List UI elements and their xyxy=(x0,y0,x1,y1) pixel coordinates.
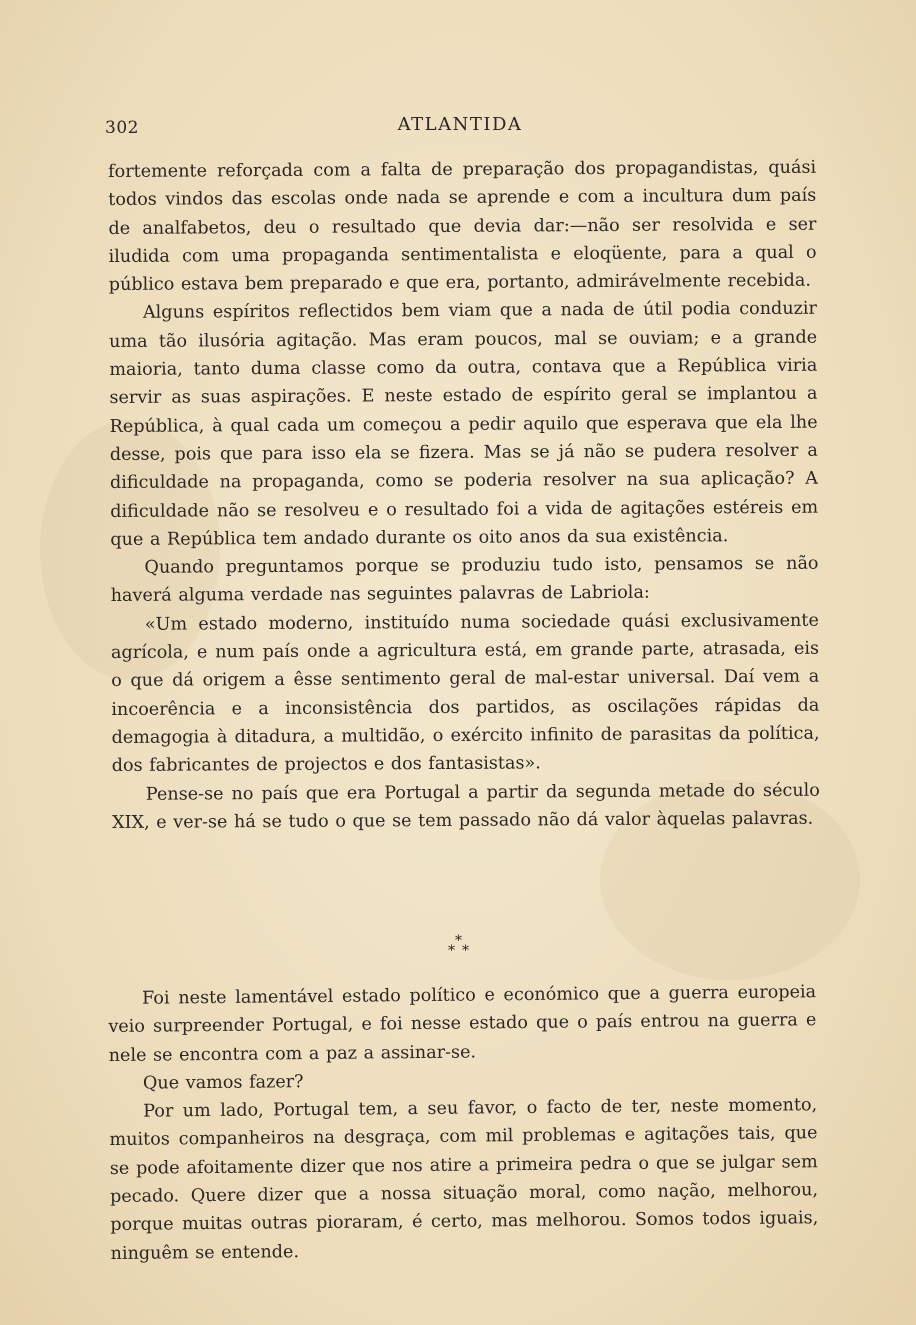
paragraph: Por um lado, Portugal tem, a seu favor, o facto de ter, neste momento, muitos companheiros na desgraça, com mil problemas e agitações tais, que se pode afoitamente dizer que nos atire a primeira pedra o que se julgar sem pecado. Quere dizer que a nossa situação moral, como nação, melhorou, porque muitas outras pioraram, é certo, mas melhorou. Somos todos iguais, ninguêm se entende. xyxy=(109,1095,819,1264)
body-text-bottom xyxy=(108,978,819,1268)
paragraph: Alguns espíritos reflectidos bem viam que a nada de útil podia conduzir uma tão ilusória agitação. Mas eram poucos, mal se ouviam; e a grande maioria, tanto duma classe como da outra, contava que a República viria servir as suas aspirações. E neste estado de espírito geral se implantou a República, à qual cada um começou a pedir aquilo que esperava que ela lhe desse, pois que para isso ela se fizera. Mas se já não se pudera resolver a dificuldade na propaganda, como se poderia resolver na sua aplicação? A dificuldade não se resolveu e o resultado foi a vida de agitações estéreis em que a República tem andado durante os oito anos da sua existência. xyxy=(109,299,819,550)
page-number: 302 xyxy=(105,118,139,138)
paragraph: «Um estado moderno, instituído numa sociedade quási exclusivamente agrícola, e num país onde a agricultura está, em grande parte, atrasada, eis o que dá origem a êsse sentimento geral de mal-estar universal. Daí vem a incoerência e a inconsistência dos partidos, as oscilações rápidas da demagogia à ditadura, a multidão, o exército infinito de parasitas da política, dos fabricantes de projectos e dos fantasistas». xyxy=(110,610,820,777)
paragraph: Que vamos fazer? xyxy=(142,1072,304,1094)
paragraph: fortemente reforçada com a falta de preparação dos propagandistas, quási todos vindos das escolas onde nada se aprende e com a incultura dum país de analfabetos, deu o resultado que devia dar:—não ser resolvida e ser iludida com uma propaganda sentimentalista e eloqüente, para a qual o público estava bem preparado e que era, portanto, admirávelmente recebida. xyxy=(108,157,817,296)
paragraph: Quando preguntamos porque se produziu tudo isto, pensamos se não haverá alguma verdade nas seguintes palavras de Labriola: xyxy=(110,553,819,607)
page-header xyxy=(105,112,815,140)
paragraph: Pense-se no país que era Portugal a partir da segunda metade do século XIX, e ver-se há se tudo o que se tem passado não dá valor àquelas palavras. xyxy=(112,780,820,833)
section-asterism: * * * xyxy=(448,933,469,959)
paragraph: Foi neste lamentável estado político e económico que a guerra europeia veio surpreender Portugal, e foi nesse estado que o país entrou na guerra e nele se encontra com a paz a assinar-se. xyxy=(108,982,817,1066)
body-text-top xyxy=(108,154,820,837)
running-title: ATLANTIDA xyxy=(397,114,523,135)
